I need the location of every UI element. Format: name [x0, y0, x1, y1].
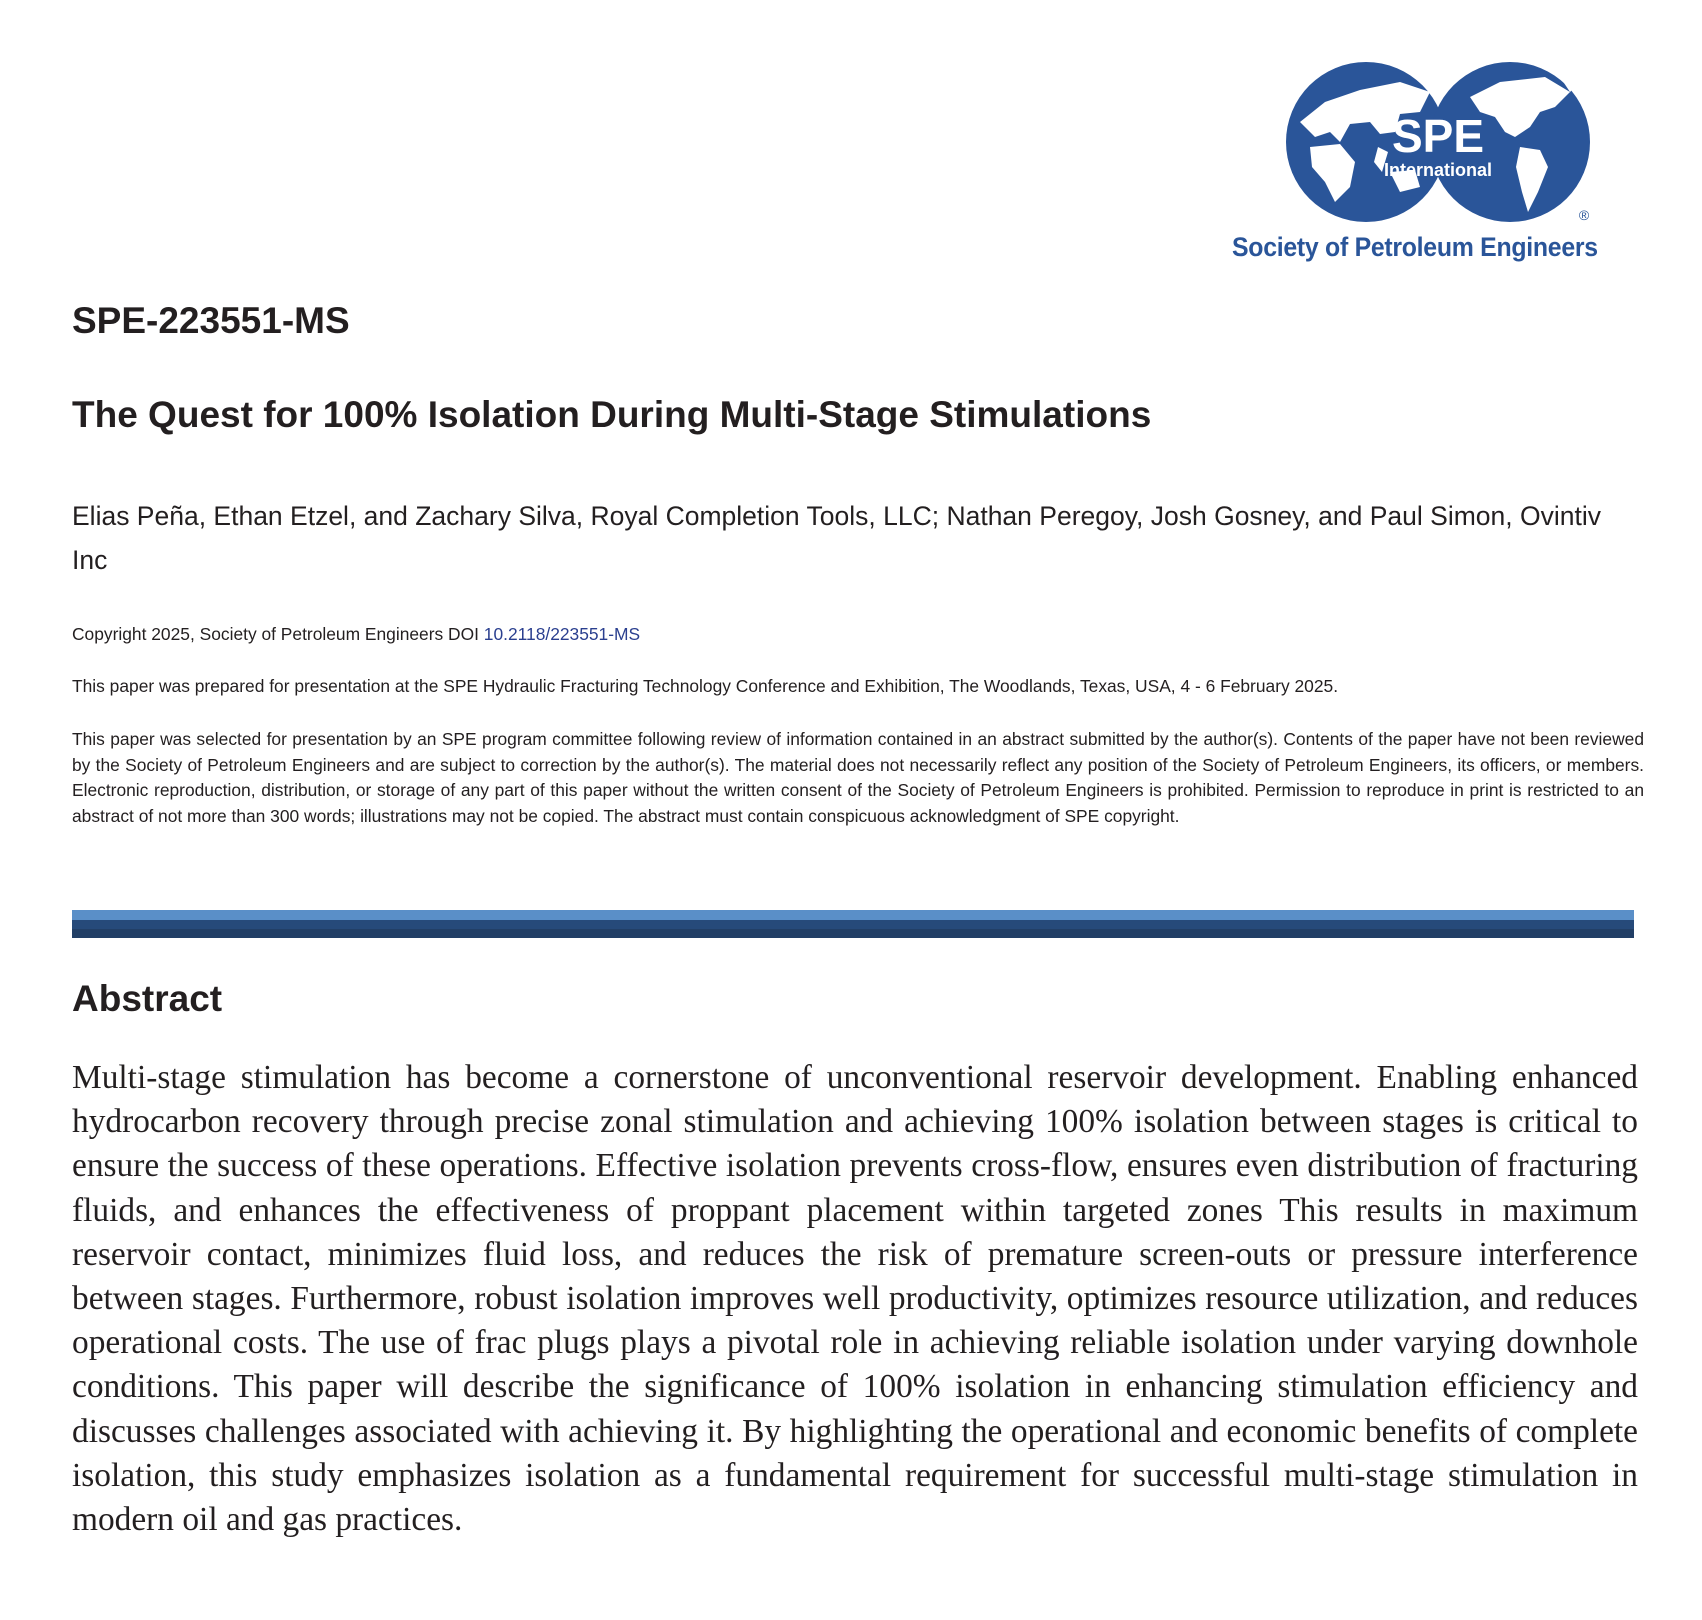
registered-mark: ® — [1578, 207, 1590, 223]
abstract-body: Multi-stage stimulation has become a cornerstone of unconventional reservoir development. Enabling enhanced hydrocarbon recovery through precise zonal stimulation and achieving 100% isolation between stages is critical to ensure the success of these operations. Effective isolation prevents cross-flow, ensures even distribution of fracturing fluids, and enhances the effectiveness of proppant placement within targeted zones This results in maximum reservoir contact, minimizes fluid loss, and reduces the risk of premature screen-outs or pressure interference between stages. Furthermore, robust isolation improves well productivity, optimizes resource utilization, and reduces operational costs. The use of frac plugs plays a pivotal role in achieving reliable isolation under varying downhole conditions. This paper will describe the significance of 100% isolation in enhancing stimulation efficiency and discusses challenges associated with achieving it. By highlighting the operational and economic benefits of complete isolation, this study emphasizes isolation as a fundamental requirement for successful multi-stage stimulation in modern oil and gas practices. — [72, 1059, 1638, 1539]
doi-link[interactable]: 10.2118/223551-MS — [483, 624, 641, 644]
disclaimer: This paper was selected for presentation by an SPE program committee following review of information contained in an abstract submitted by the author(s). Contents of the paper have not been reviewed by the Society of Petroleum Engineers and are subject to correction by the author(s). The material does not necessarily reflect any position of the Society of Petroleum Engineers, its officers, or members. Electronic reproduction, distribution, or storage of any part of this paper without the written consent of the Society of Petroleum Engineers is prohibited. Permission to reproduce in print is restricted to an abstract of not more than 300 words; illustrations may not be copied. The abstract must contain conspicuous acknowledgment of SPE copyright. — [72, 729, 1644, 826]
paper-id: SPE-223551-MS — [72, 300, 350, 341]
copyright-text: Copyright 2025, Society of Petroleum Engineers DOI — [72, 624, 484, 644]
authors: Elias Peña, Ethan Etzel, and Zachary Silva, Royal Completion Tools, LLC; Nathan Peregoy, Josh Gosney, and Paul Simon, Ovintiv Inc — [72, 501, 1601, 575]
logo-sub-text: International — [1383, 160, 1493, 180]
conference-note: This paper was prepared for presentation at the SPE Hydraulic Fracturing Technology Conference and Exhibition, The Woodlands, Texas, USA, 4 - 6 February 2025. — [72, 676, 1339, 696]
organization-name: Society of Petroleum Engineers — [1232, 232, 1598, 262]
copyright-line — [72, 624, 1644, 645]
section-divider — [72, 910, 1634, 938]
abstract-heading: Abstract — [72, 978, 223, 1019]
logo-main-text: SPE — [1391, 110, 1485, 162]
globe-icon — [1270, 52, 1630, 252]
paper-title: The Quest for 100% Isolation During Multi-Stage Stimulations — [72, 394, 1152, 435]
